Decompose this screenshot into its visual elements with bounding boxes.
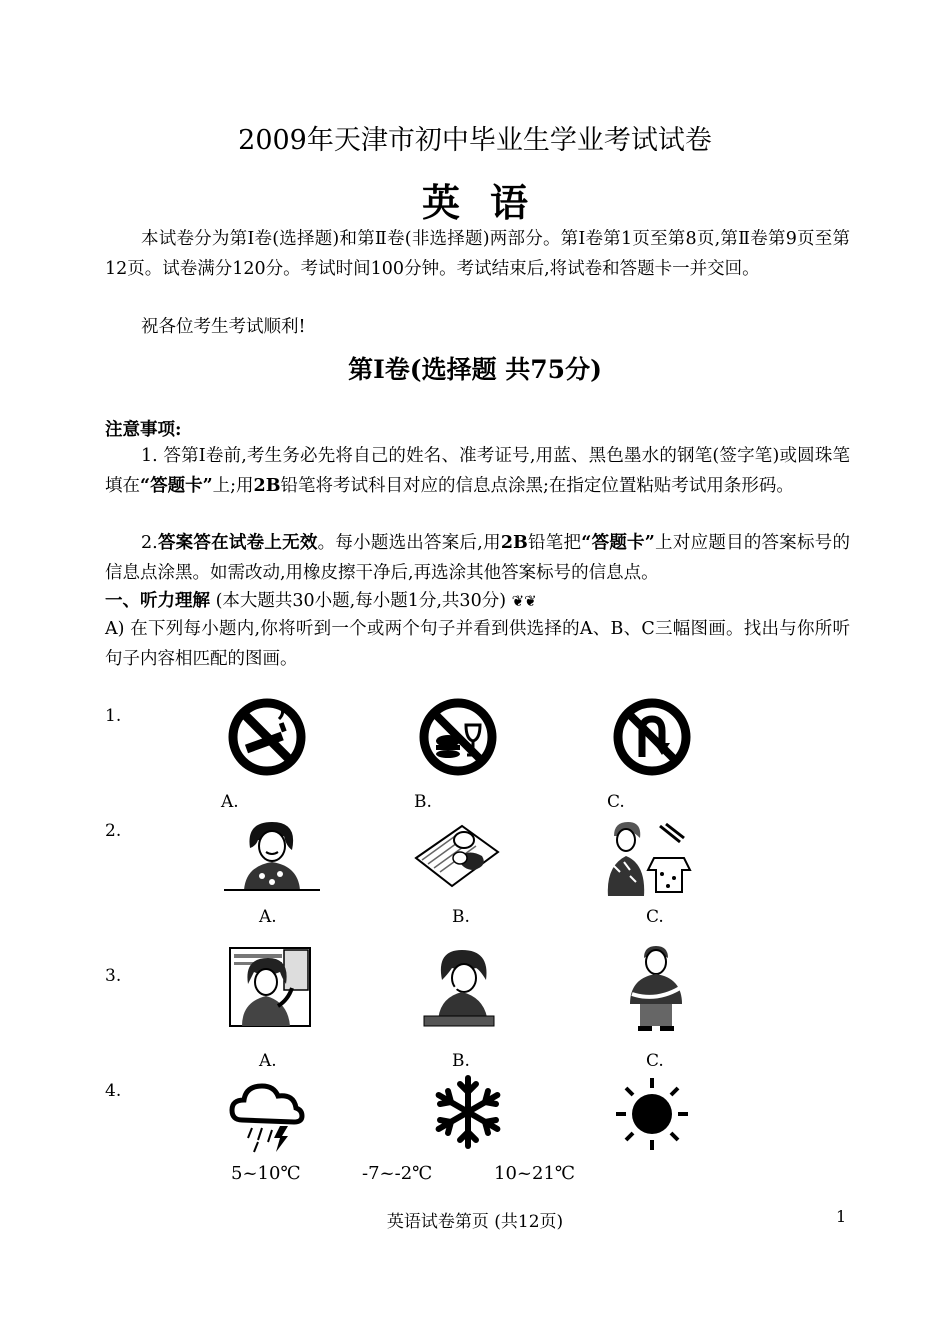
girl-writing-icon [222,818,322,896]
listening-heading: 一、听力理解 (本大题共30小题,每小题1分,共30分) ❦❦ [105,591,537,611]
section-title: 第Ⅰ卷(选择题 共75分) [348,355,602,384]
temperature-label: 10~21℃ [494,1163,576,1184]
notes-heading: 注意事项: [105,420,182,440]
no-smoking-icon [227,697,307,777]
option-label: C. [646,1051,664,1071]
no-u-turn-icon [612,697,692,777]
option-label: A. [259,907,277,927]
question-number: 3. [105,966,122,986]
question-number: 4. [105,1081,122,1101]
scroll-ornament-icon: ❦❦ [511,592,537,610]
man-arms-crossed-icon [624,944,688,1032]
question-number: 2. [105,821,122,841]
option-label: C. [646,907,664,927]
temperature-label: -7~-2℃ [362,1163,433,1184]
note-2: 2.答案答在试卷上无效。每小题选出答案后,用2B铅笔把“答题卡”上对应题目的答案标号的信息点涂黑。如需改动,用橡皮擦干净后,再选涂其他答案标号的信息点。 [105,533,851,583]
note-1: 1. 答第Ⅰ卷前,考生务必先将自己的姓名、准考证号,用蓝、黑色墨水的钢笔(签字笔)或圆珠笔填在“答题卡”上;用2B铅笔将考试科目对应的信息点涂黑;在指定位置粘贴考试用条形码。 [105,446,850,496]
exam-title: 2009年天津市初中毕业生学业考试试卷 [238,125,712,156]
exam-subject: 英语 [421,180,558,225]
question-number: 1. [105,706,122,726]
person-lying-icon [412,818,502,890]
sun-icon [614,1076,690,1152]
woman-clothes-icon [600,818,696,898]
option-label: B. [414,792,432,812]
rain-cloud-icon [228,1078,308,1158]
page-footer: 英语试卷第页 (共12页) [386,1212,564,1232]
part-a-instruction: A) 在下列每小题内,你将听到一个或两个句子并看到供选择的A、B、C三幅图画。找出与你所听句子内容相匹配的图画。 [105,619,850,669]
option-label: C. [607,792,625,812]
option-label: A. [221,792,239,812]
no-food-drink-icon [418,697,498,777]
temperature-label: 5~10℃ [231,1163,301,1184]
page-number: 1 [836,1207,847,1226]
girl-thinking-icon [420,944,504,1030]
option-label: B. [452,1051,470,1071]
girl-window-icon [228,944,312,1028]
snowflake-icon [430,1074,506,1150]
option-label: A. [259,1051,277,1071]
intro-paragraph: 本试卷分为第Ⅰ卷(选择题)和第Ⅱ卷(非选择题)两部分。第Ⅰ卷第1页至第8页,第Ⅱ卷第9页至第12页。试卷满分120分。考试时间100分钟。考试结束后,将试卷和答题卡一并交回。 [105,229,850,279]
wish-line: 祝各位考生考试顺利! [141,317,306,337]
option-label: B. [452,907,470,927]
